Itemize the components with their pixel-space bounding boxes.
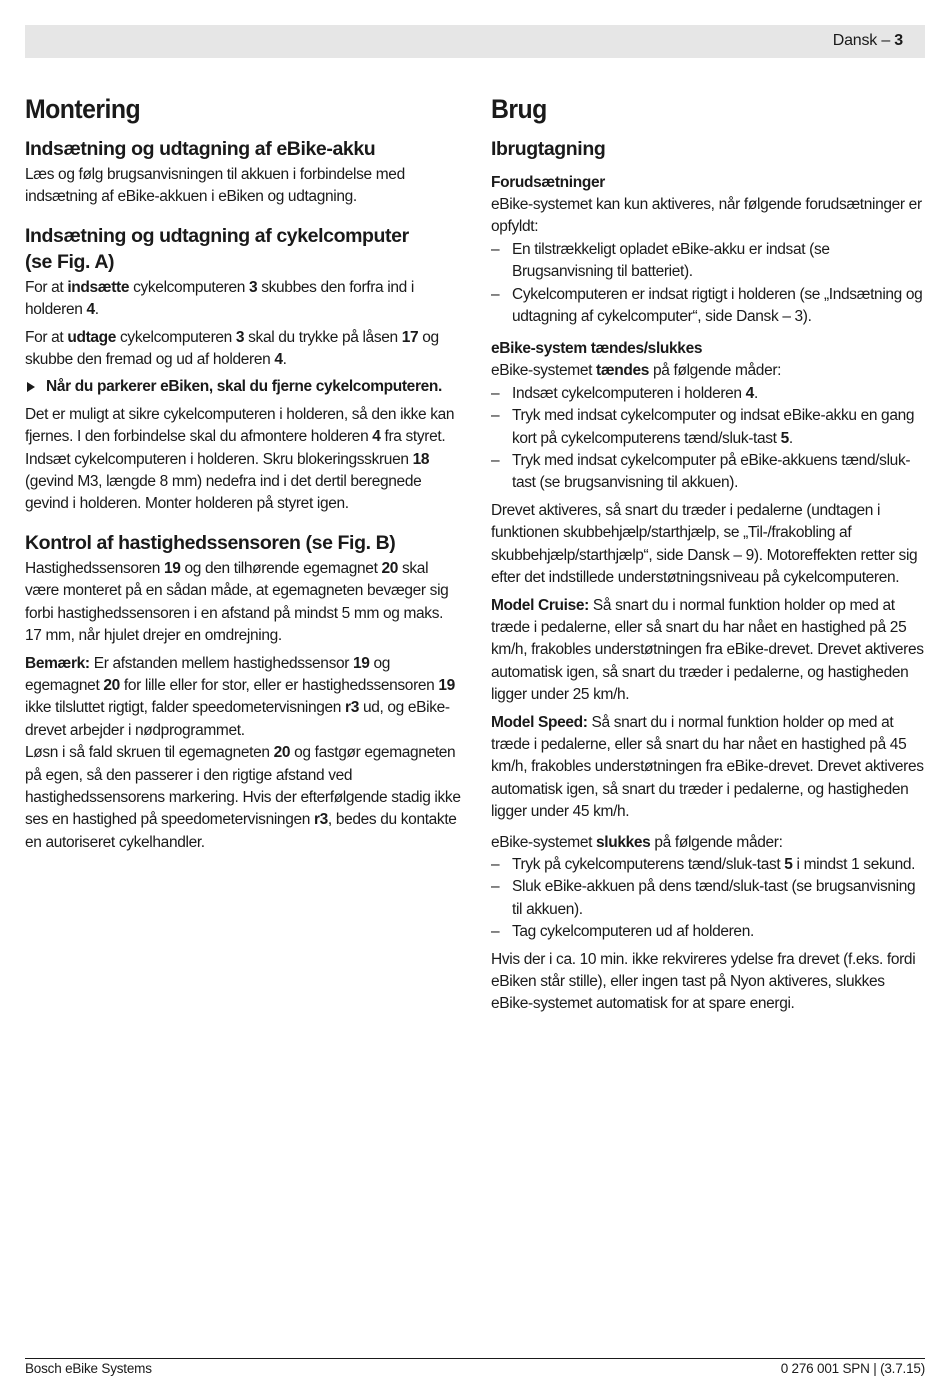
header-page-label: Dansk – 3 <box>832 32 903 49</box>
list-item: – Cykelcomputeren er indsat rigtigt i holderen (se „Indsætning og udtagning af cykelcomputer“, side Dansk – 3). <box>491 285 923 326</box>
paragraph-auto-off: Hvis der i ca. 10 min. ikke rekvireres ydelse fra drevet (f.eks. fordi eBiken står stille), eller ingen tast på Nyon aktiveres, slukkes eBike-systemet automatisk for at spare energi. <box>491 950 916 1013</box>
section-title-montering: Montering <box>25 94 141 124</box>
paragraph-akku: Læs og følg brugsanvisningen til akkuen i forbindelse med indsætning af eBike-akkuen i eBiken og udtagning. <box>25 166 405 206</box>
paragraph-speed: Model Speed: Så snart du i normal funktion holder op med at træde i pedalerne, eller så snart du har nået en hastighed på 45 km/h, frakobles understøtningen fra eBike-drevet. Drevet aktiveres automatisk igen, så snart du træder i pedalerne, og hastigheden ligger under 45 km/h. <box>491 713 924 821</box>
paragraph-cruise: Model Cruise: Så snart du i normal funktion holder op med at træde i pedalerne, eller så snart du har nået en hastighed på 25 km/h, frakobles understøtningen fra eBike-drevet. Drevet aktiveres automatisk igen, så snart du træder i pedalerne, og hastigheden ligger under 25 km/h. <box>491 596 924 704</box>
list-item: – En tilstrækkeligt opladet eBike-akku er indsat (se Brugsanvisning til batteriet). <box>491 240 830 281</box>
on-list <box>491 383 929 495</box>
heading-akku: Indsætning og udtagning af eBike-akku <box>25 138 376 160</box>
page-header <box>25 25 925 58</box>
subheading-on-off: eBike-system tændes/slukkes <box>491 340 703 358</box>
warning-note: Når du parkerer eBiken, skal du fjerne cykelcomputeren. <box>25 376 463 398</box>
section-title-brug: Brug <box>491 94 547 124</box>
triangle-bullet-icon <box>27 382 35 392</box>
list-item: – Tryk på cykelcomputerens tænd/sluk-tast 5 i mindst 1 sekund. <box>491 855 916 873</box>
list-item: – Tryk med indsat cykelcomputer og indsat eBike-akku en gang kort på cykelcomputerens tænd/sluk-tast 5. <box>491 407 915 447</box>
paragraph-drive: Drevet aktiveres, så snart du træder i pedalerne (undtagen i funktionen skubbehjælp/starthjælp, se „Til-/frakobling af skubbehjælp/starthjælp“, side Dansk – 9). Motoreffekten retter sig efter det indstillede understøtningsniveau på cykelcomputeren. <box>491 501 918 587</box>
paragraph-off-intro: eBike-systemet slukkes på følgende måder: <box>491 833 783 851</box>
paragraph-insert: For at indsætte cykelcomputeren 3 skubbes den forfra ind i holderen 4. <box>25 278 414 319</box>
prereq-list <box>491 239 929 329</box>
right-column <box>491 92 929 1021</box>
page-number: 3 <box>894 32 903 49</box>
paragraph-fix: Løsn i så fald skruen til egemagneten 20 og fastgør egemagneten på egen, så den passerer i den rigtige afstand ved hastighedssensorens markering. Hvis der efterfølgende stadig ikke ses en hastighed på speedometervisningen r3, bedes du kontakte en autoriseret cykelhandler. <box>25 744 461 851</box>
footer-doc-id: 0 276 001 SPN | (3.7.15) <box>780 1361 925 1376</box>
paragraph-on-intro: eBike-systemet tændes på følgende måder: <box>491 362 782 380</box>
paragraph-note: Bemærk: Er afstanden mellem hastighedssensor 19 og egemagnet 20 for lille eller for stor, eller er hastighedssensoren 19 ikke tilsluttet rigtigt, falder speedometervisningen r3 ud, og eBike-drevet arbejder i nødprogrammet. <box>25 654 455 739</box>
off-list <box>491 854 929 944</box>
paragraph-prereq: eBike-systemet kan kun aktiveres, når følgende forudsætninger er opfyldt: <box>491 196 922 236</box>
list-item: – Indsæt cykelcomputeren i holderen 4. <box>491 384 758 402</box>
list-item: – Sluk eBike-akkuen på dens tænd/sluk-tast (se brugsanvisning til akkuen). <box>491 878 916 918</box>
paragraph-remove: For at udtage cykelcomputeren 3 skal du trykke på låsen 17 og skubbe den fremad og ud af holderen 4. <box>25 328 439 369</box>
list-item: – Tag cykelcomputeren ud af holderen. <box>491 923 754 941</box>
paragraph-lock: Det er muligt at sikre cykelcomputeren i holderen, så den ikke kan fjernes. I den forbindelse skal du afmontere holderen 4 fra styret. Indsæt cykelcomputeren i holderen. Skru blokeringsskruen 18 (gevind M3, længde 8 mm) nedefra ind i det dertil beregnede gevind i holderen. Monter holderen på styret igen. <box>25 405 455 513</box>
paragraph-sensor: Hastighedssensoren 19 og den tilhørende egemagnet 20 skal være monteret på en sådan måde, at egemagneten bevæger sig forbi hastighedssensoren i en afstand på mindst 5 mm og maks. 17 mm, når hjulet drejer en omdrejning. <box>25 559 449 645</box>
footer-rule <box>25 1358 925 1359</box>
heading-ibrugtagning: Ibrugtagning <box>491 138 606 160</box>
heading-cykelcomputer: Indsætning og udtagning af cykelcomputer (se Fig. A) <box>25 224 409 273</box>
list-item: – Tryk med indsat cykelcomputer på eBike-akkuens tænd/sluk-tast (se brugsanvisning til akkuen). <box>491 452 911 492</box>
subheading-forudsaetninger: Forudsætninger <box>491 174 605 191</box>
left-column <box>25 92 463 859</box>
footer-company: Bosch eBike Systems <box>25 1361 152 1376</box>
heading-speed-sensor: Kontrol af hastighedssensoren (se Fig. B) <box>25 531 396 554</box>
